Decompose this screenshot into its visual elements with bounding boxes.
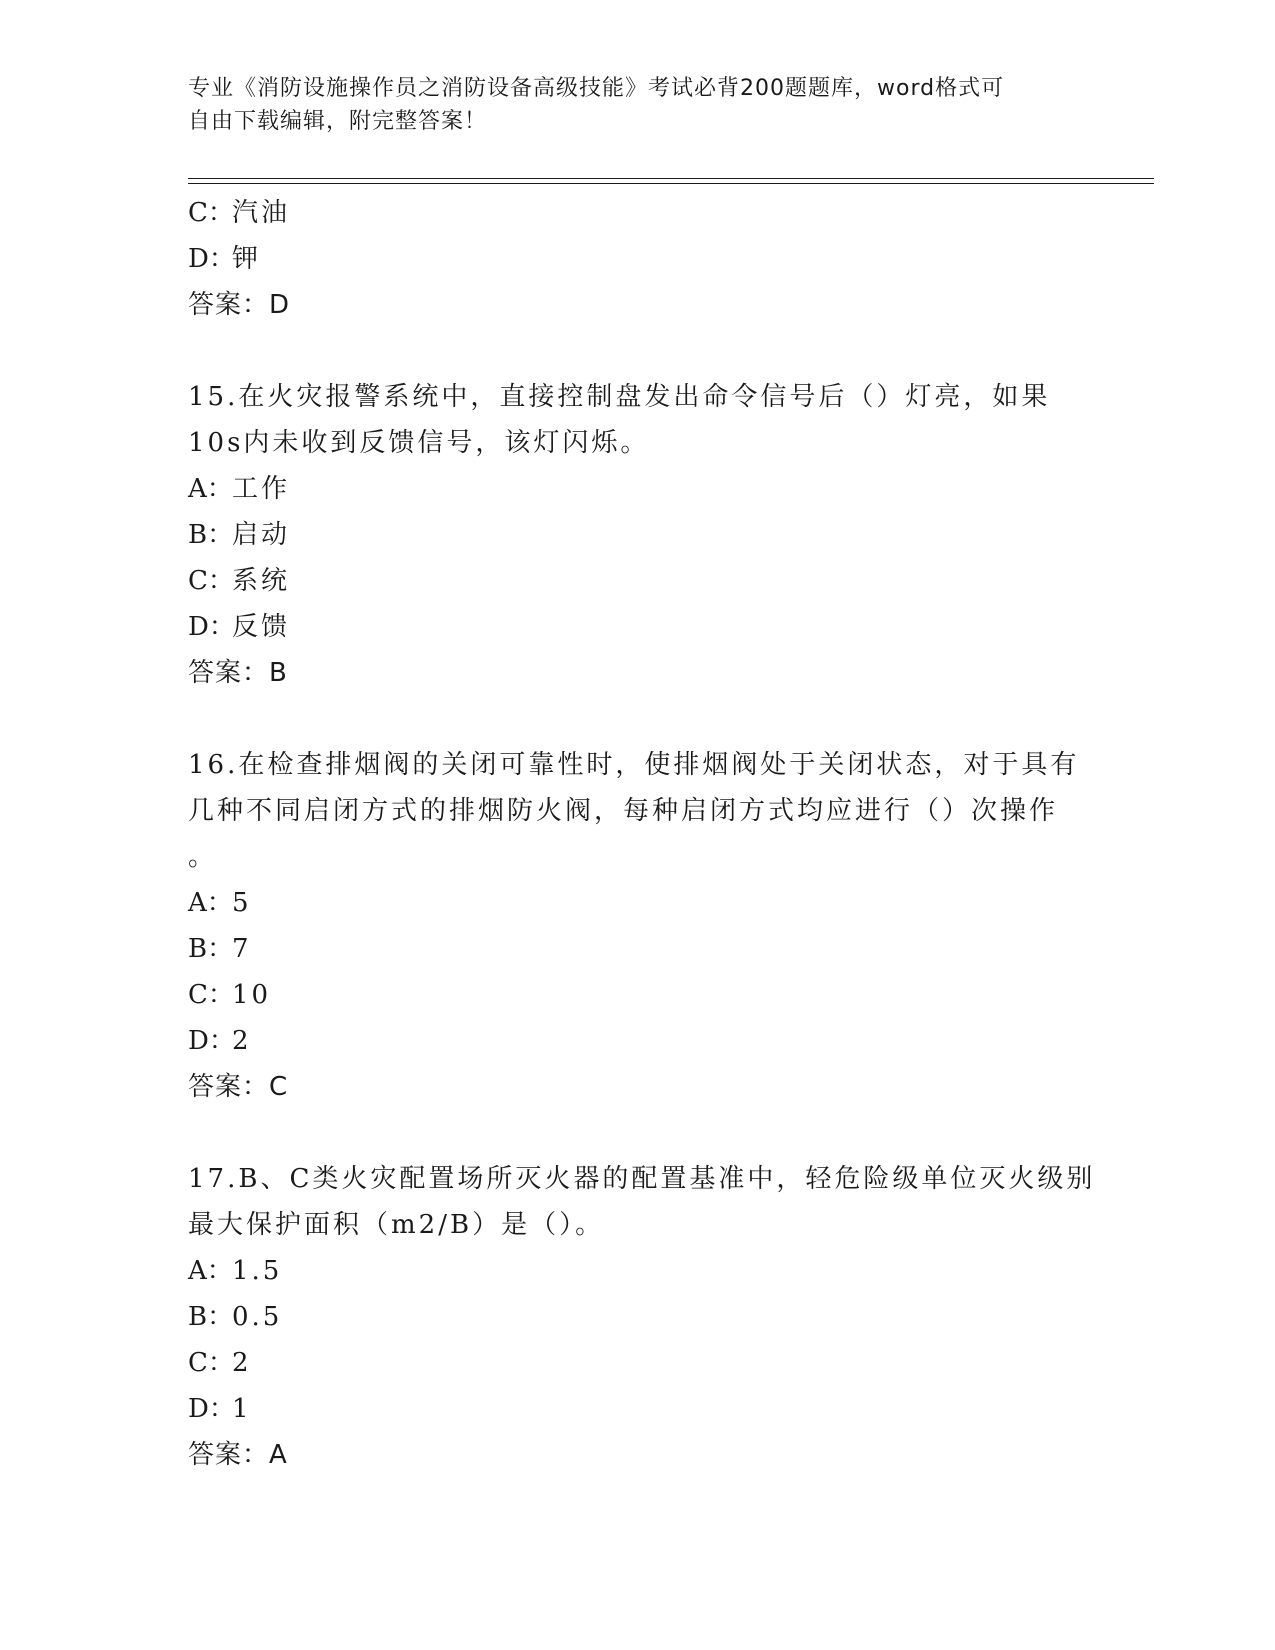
option-key: A： <box>188 1256 233 1286</box>
previous-question-tail <box>188 190 1108 328</box>
option-c <box>188 558 1108 604</box>
option-text: 钾 <box>232 244 262 274</box>
header-divider-top <box>188 178 1154 179</box>
option-text: 7 <box>232 934 252 964</box>
question-16 <box>188 742 1108 1110</box>
header-line-2: 自由下载编辑，附完整答案！ <box>188 109 488 134</box>
option-d <box>188 1018 1108 1064</box>
option-text: 启动 <box>232 520 291 550</box>
option-text: 0.5 <box>232 1302 283 1332</box>
option-text: 反馈 <box>232 612 291 642</box>
question-15 <box>188 374 1108 696</box>
option-text: 2 <box>232 1348 252 1378</box>
option-a <box>188 880 1108 926</box>
option-a <box>188 466 1108 512</box>
header-line-1: 专业《消防设施操作员之消防设备高级技能》考试必背200题题库，word格式可 <box>188 76 1005 101</box>
option-text: 工作 <box>232 474 291 504</box>
answer-line: 答案：D <box>188 290 291 320</box>
option-key: A： <box>188 888 233 918</box>
option-d <box>188 1386 1108 1432</box>
option-d <box>188 604 1108 650</box>
option-text: 2 <box>232 1026 252 1056</box>
option-key: B： <box>188 520 234 550</box>
option-text: 系统 <box>232 566 291 596</box>
option-d <box>188 236 1108 282</box>
answer-line: 答案：A <box>188 1440 288 1470</box>
question-stem-line: 16.在检查排烟阀的关闭可靠性时，使排烟阀处于关闭状态，对于具有 <box>188 750 1080 780</box>
spacer <box>188 1110 1108 1156</box>
option-key: C： <box>188 566 234 596</box>
option-b <box>188 926 1108 972</box>
option-b <box>188 512 1108 558</box>
spacer <box>188 328 1108 374</box>
option-key: B： <box>188 1302 234 1332</box>
option-text: 汽油 <box>232 198 291 228</box>
option-c <box>188 1340 1108 1386</box>
header-divider-bottom <box>188 183 1154 184</box>
option-c <box>188 190 1108 236</box>
option-key: D： <box>188 1026 235 1056</box>
option-key: C： <box>188 198 234 228</box>
question-stem-line: 。 <box>188 842 218 872</box>
option-text: 5 <box>232 888 252 918</box>
question-stem-line: 15.在火灾报警系统中，直接控制盘发出命令信号后（）灯亮，如果 <box>188 382 1051 412</box>
option-text: 1.5 <box>232 1256 283 1286</box>
option-b <box>188 1294 1108 1340</box>
option-key: D： <box>188 1394 235 1424</box>
answer-line: 答案：C <box>188 1072 289 1102</box>
option-text: 1 <box>232 1394 252 1424</box>
question-stem-line: 最大保护面积（m2/B）是（）。 <box>188 1210 605 1240</box>
option-key: D： <box>188 244 235 274</box>
option-key: A： <box>188 474 233 504</box>
option-text: 10 <box>232 980 272 1010</box>
question-17 <box>188 1156 1108 1478</box>
question-stem-line: 17.B、C类火灾配置场所灭火器的配置基准中，轻危险级单位灭火级别 <box>188 1164 1096 1194</box>
option-key: D： <box>188 612 235 642</box>
option-key: B： <box>188 934 234 964</box>
option-key: C： <box>188 980 234 1010</box>
spacer <box>188 696 1108 742</box>
option-key: C： <box>188 1348 234 1378</box>
question-stem-line: 几种不同启闭方式的排烟防火阀，每种启闭方式均应进行（）次操作 <box>188 796 1059 826</box>
document-header <box>188 72 1088 138</box>
option-c <box>188 972 1108 1018</box>
option-a <box>188 1248 1108 1294</box>
answer-line: 答案：B <box>188 658 288 688</box>
document-body <box>188 190 1108 1478</box>
question-stem-line: 10s内未收到反馈信号，该灯闪烁。 <box>188 428 650 458</box>
